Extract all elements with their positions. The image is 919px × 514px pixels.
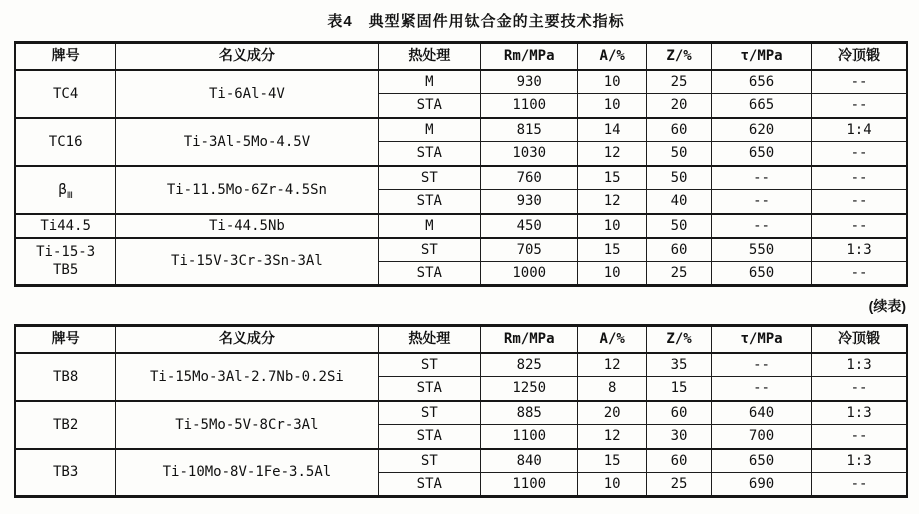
treatment-cell: STA: [378, 425, 481, 449]
composition-cell: Ti-15Mo-3Al-2.7Nb-0.2Si: [116, 353, 378, 401]
rm-cell: 885: [481, 401, 578, 425]
rm-cell: 815: [481, 118, 578, 142]
rm-cell: 825: [481, 353, 578, 377]
shear-cell: 665: [712, 94, 812, 118]
treatment-cell: ST: [378, 166, 481, 190]
composition-cell: Ti-44.5Nb: [116, 214, 378, 238]
composition-cell: Ti-11.5Mo-6Zr-4.5Sn: [116, 166, 378, 214]
table-title: 表4 典型紧固件用钛合金的主要技术指标: [327, 13, 625, 30]
table-header: [15, 326, 907, 353]
shear-cell: --: [712, 377, 812, 401]
grade-cell: Ti-15-3 TB5: [15, 238, 116, 286]
reduction-cell: 25: [647, 473, 712, 497]
column-header: 牌号: [15, 326, 116, 353]
column-header: 热处理: [378, 326, 481, 353]
reduction-cell: 60: [647, 118, 712, 142]
table-row: [15, 166, 907, 190]
column-header: 牌号: [15, 43, 116, 70]
elongation-cell: 12: [578, 353, 647, 377]
elongation-cell: 12: [578, 142, 647, 166]
reduction-cell: 60: [647, 238, 712, 262]
column-header: 名义成分: [116, 43, 378, 70]
treatment-cell: M: [378, 118, 481, 142]
grade-cell: Ti44.5: [15, 214, 116, 238]
reduction-cell: 60: [647, 401, 712, 425]
grade-cell: TC16: [15, 118, 116, 166]
table-header: [15, 43, 907, 70]
shear-cell: 650: [712, 449, 812, 473]
header-row: [15, 43, 907, 70]
shear-cell: 640: [712, 401, 812, 425]
cold-heading-cell: 1:3: [812, 401, 908, 425]
column-header: A/%: [578, 326, 647, 353]
rm-cell: 1100: [481, 473, 578, 497]
grade-cell: TC4: [15, 70, 116, 118]
cold-heading-cell: 1:3: [812, 238, 908, 262]
elongation-cell: 12: [578, 425, 647, 449]
column-header: A/%: [578, 43, 647, 70]
elongation-cell: 10: [578, 262, 647, 286]
shear-cell: --: [712, 214, 812, 238]
column-header: Rm/MPa: [481, 326, 578, 353]
continuation-note: (续表): [868, 298, 906, 314]
cold-heading-cell: --: [812, 70, 908, 94]
elongation-cell: 12: [578, 190, 647, 214]
treatment-cell: STA: [378, 262, 481, 286]
reduction-cell: 15: [647, 377, 712, 401]
table-row: [15, 214, 907, 238]
cold-heading-cell: 1:3: [812, 353, 908, 377]
treatment-cell: ST: [378, 401, 481, 425]
rm-cell: 840: [481, 449, 578, 473]
column-header: Z/%: [647, 43, 712, 70]
alloy-table-main: [14, 41, 908, 287]
column-header: Z/%: [647, 326, 712, 353]
shear-cell: --: [712, 190, 812, 214]
rm-cell: 760: [481, 166, 578, 190]
grade-cell: TB8: [15, 353, 116, 401]
treatment-cell: M: [378, 70, 481, 94]
cold-heading-cell: --: [812, 166, 908, 190]
elongation-cell: 10: [578, 214, 647, 238]
composition-cell: Ti-3Al-5Mo-4.5V: [116, 118, 378, 166]
elongation-cell: 15: [578, 238, 647, 262]
column-header: 热处理: [378, 43, 481, 70]
treatment-cell: STA: [378, 190, 481, 214]
table-row: [15, 70, 907, 94]
cold-heading-cell: --: [812, 94, 908, 118]
cold-heading-cell: 1:4: [812, 118, 908, 142]
header-row: [15, 326, 907, 353]
reduction-cell: 50: [647, 214, 712, 238]
elongation-cell: 15: [578, 166, 647, 190]
column-header: 冷顶锻: [812, 326, 908, 353]
elongation-cell: 8: [578, 377, 647, 401]
reduction-cell: 20: [647, 94, 712, 118]
composition-cell: Ti-15V-3Cr-3Sn-3Al: [116, 238, 378, 286]
treatment-cell: ST: [378, 238, 481, 262]
rm-cell: 1100: [481, 425, 578, 449]
cold-heading-cell: --: [812, 142, 908, 166]
cold-heading-cell: --: [812, 425, 908, 449]
table-body: [15, 353, 907, 497]
rm-cell: 1030: [481, 142, 578, 166]
column-header: τ/MPa: [712, 43, 812, 70]
cold-heading-cell: 1:3: [812, 449, 908, 473]
elongation-cell: 10: [578, 94, 647, 118]
table-body: [15, 70, 907, 286]
table-row: [15, 118, 907, 142]
table-row: [15, 353, 907, 377]
reduction-cell: 60: [647, 449, 712, 473]
grade-cell: TB3: [15, 449, 116, 497]
table-row: [15, 449, 907, 473]
treatment-cell: STA: [378, 142, 481, 166]
rm-cell: 930: [481, 190, 578, 214]
rm-cell: 450: [481, 214, 578, 238]
reduction-cell: 50: [647, 142, 712, 166]
cold-heading-cell: --: [812, 377, 908, 401]
cold-heading-cell: --: [812, 262, 908, 286]
column-header: 名义成分: [116, 326, 378, 353]
reduction-cell: 25: [647, 262, 712, 286]
rm-cell: 1000: [481, 262, 578, 286]
shear-cell: 700: [712, 425, 812, 449]
rm-cell: 1250: [481, 377, 578, 401]
cold-heading-cell: --: [812, 190, 908, 214]
alloy-table-continued: [14, 324, 908, 498]
treatment-cell: STA: [378, 473, 481, 497]
treatment-cell: ST: [378, 449, 481, 473]
elongation-cell: 10: [578, 70, 647, 94]
reduction-cell: 35: [647, 353, 712, 377]
treatment-cell: STA: [378, 94, 481, 118]
composition-cell: Ti-10Mo-8V-1Fe-3.5Al: [116, 449, 378, 497]
treatment-cell: STA: [378, 377, 481, 401]
shear-cell: 650: [712, 262, 812, 286]
shear-cell: 650: [712, 142, 812, 166]
shear-cell: 550: [712, 238, 812, 262]
treatment-cell: ST: [378, 353, 481, 377]
shear-cell: --: [712, 166, 812, 190]
grade-cell: $\beta_Ⅲ$: [15, 166, 116, 214]
reduction-cell: 40: [647, 190, 712, 214]
grade-subscript: Ⅲ: [66, 190, 73, 201]
rm-cell: 705: [481, 238, 578, 262]
treatment-cell: M: [378, 214, 481, 238]
elongation-cell: 15: [578, 449, 647, 473]
column-header: 冷顶锻: [812, 43, 908, 70]
elongation-cell: 10: [578, 473, 647, 497]
shear-cell: --: [712, 353, 812, 377]
composition-cell: Ti-5Mo-5V-8Cr-3Al: [116, 401, 378, 449]
cold-heading-cell: --: [812, 473, 908, 497]
composition-cell: Ti-6Al-4V: [116, 70, 378, 118]
shear-cell: 656: [712, 70, 812, 94]
rm-cell: 1100: [481, 94, 578, 118]
reduction-cell: 25: [647, 70, 712, 94]
grade-cell: TB2: [15, 401, 116, 449]
reduction-cell: 30: [647, 425, 712, 449]
reduction-cell: 50: [647, 166, 712, 190]
cold-heading-cell: --: [812, 214, 908, 238]
shear-cell: 620: [712, 118, 812, 142]
elongation-cell: 20: [578, 401, 647, 425]
column-header: τ/MPa: [712, 326, 812, 353]
table-row: [15, 238, 907, 262]
table-row: [15, 401, 907, 425]
rm-cell: 930: [481, 70, 578, 94]
column-header: Rm/MPa: [481, 43, 578, 70]
elongation-cell: 14: [578, 118, 647, 142]
shear-cell: 690: [712, 473, 812, 497]
